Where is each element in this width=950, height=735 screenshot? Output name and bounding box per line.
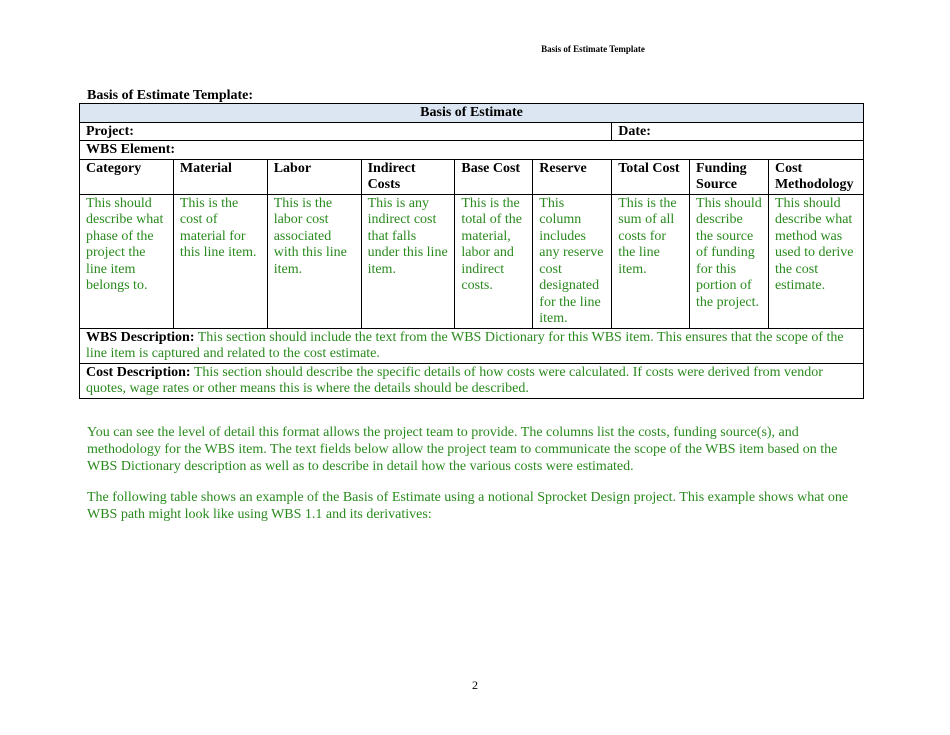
cost-description-text: This section should describe the specific details of how costs were calculated. If costs were derived from vendor quotes, wage rates or other means this is where the details should be described. (86, 364, 823, 396)
section-title: Basis of Estimate Template: (87, 88, 254, 103)
column-header: Category (80, 159, 174, 194)
description-cell: This is the total of the material, labor and indirect costs. (455, 194, 533, 328)
column-header: Reserve (533, 159, 612, 194)
column-header-row (80, 159, 864, 194)
column-header: Labor (267, 159, 361, 194)
column-header: Total Cost (612, 159, 690, 194)
body-paragraph: You can see the level of detail this format allows the project team to provide. The columns list the costs, funding source(s), and methodology for the WBS item. The text fields below allow the project team to communicate the scope of the WBS item based on the WBS Dictionary description as well as to describe in detail how the various costs were estimated. (87, 425, 838, 474)
cost-description-label: Cost Description: (86, 364, 191, 380)
wbs-description-text: This section should include the text from the WBS Dictionary for this WBS item. This ensures that the scope of the line item is captured and related to the cost estimate. (86, 329, 844, 361)
description-cell: This is the cost of material for this line item. (173, 194, 267, 328)
description-cell: This column includes any reserve cost designated for the line item. (533, 194, 612, 328)
page-header: Basis of Estimate Template (541, 44, 645, 54)
column-header: Cost Methodology (768, 159, 863, 194)
description-cell: This is any indirect cost that falls under this line item. (361, 194, 455, 328)
column-header: Funding Source (690, 159, 769, 194)
cost-description-cell (80, 363, 864, 398)
description-row (80, 194, 864, 328)
column-header: Material (173, 159, 267, 194)
date-label: Date: (612, 122, 864, 141)
table-title: Basis of Estimate (80, 104, 864, 123)
description-cell: This is the labor cost associated with this line item. (267, 194, 361, 328)
wbs-description-label: WBS Description: (86, 329, 195, 345)
page-number: 2 (472, 678, 478, 692)
wbs-element-label: WBS Element: (80, 141, 864, 160)
body-paragraph: The following table shows an example of the Basis of Estimate using a notional Sprocket Design project. This example shows what one WBS path might look like using WBS 1.1 and its derivatives: (87, 490, 849, 522)
description-cell: This is the sum of all costs for the line item. (612, 194, 690, 328)
description-cell: This should describe what phase of the project the line item belongs to. (80, 194, 174, 328)
description-cell: This should describe the source of funding for this portion of the project. (690, 194, 769, 328)
wbs-description-cell (80, 328, 864, 363)
description-cell: This should describe what method was used to derive the cost estimate. (768, 194, 863, 328)
column-header: Indirect Costs (361, 159, 455, 194)
project-label: Project: (80, 122, 612, 141)
basis-of-estimate-table (79, 103, 864, 399)
column-header: Base Cost (455, 159, 533, 194)
